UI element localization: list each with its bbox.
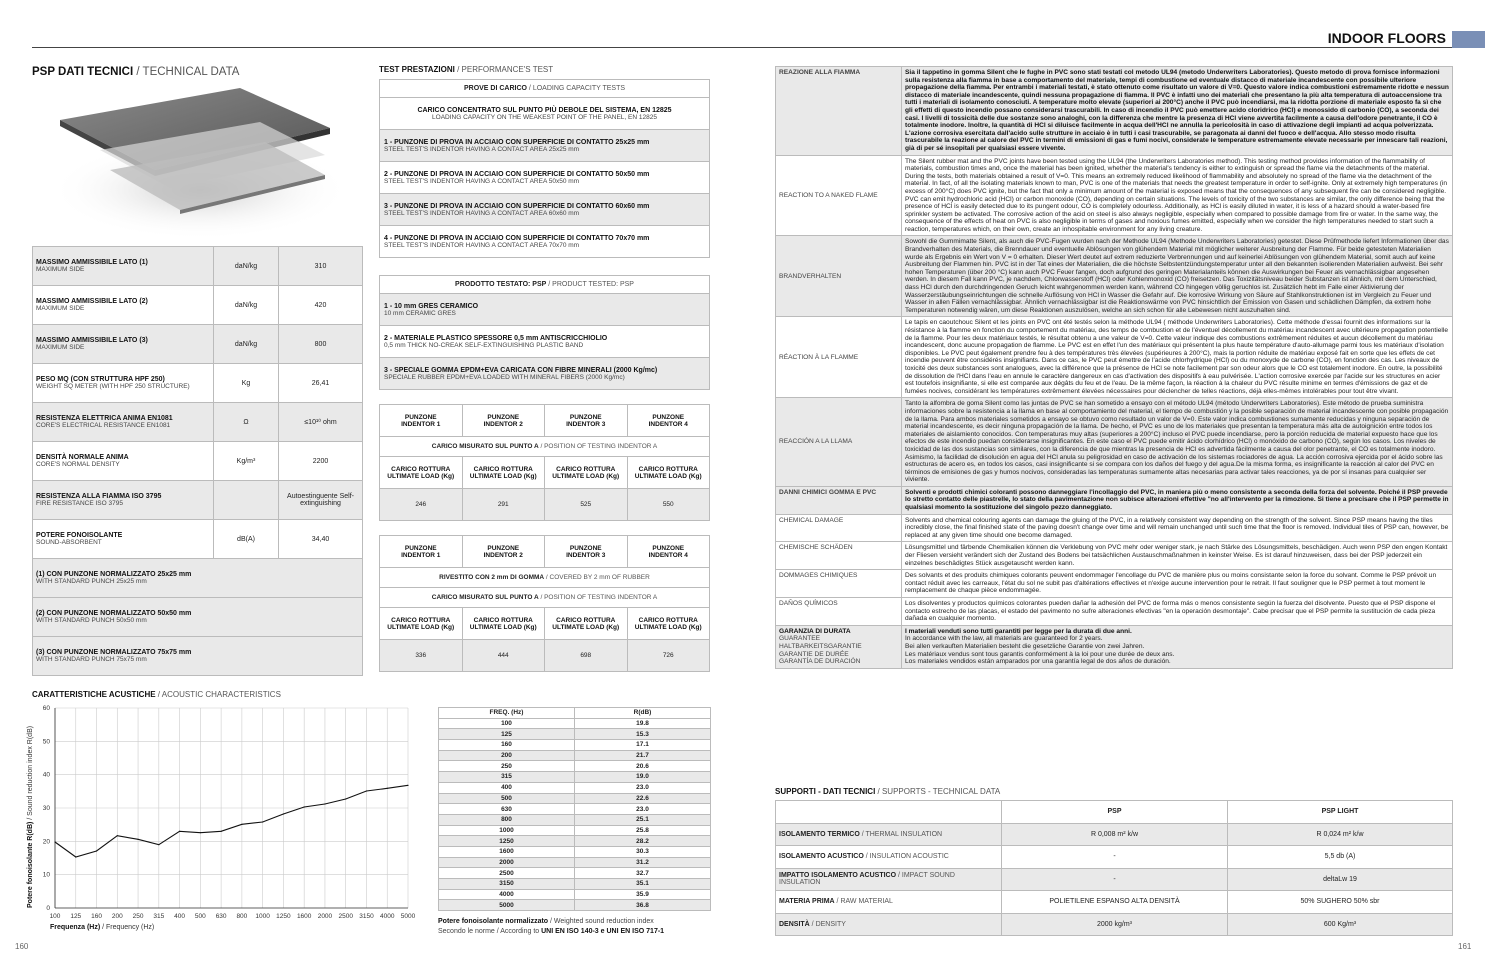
product-layers-image bbox=[40, 80, 340, 240]
indentor-results-table-2: PUNZONE INDENTOR 1 PUNZONE INDENTOR 2 PUNZONE INDENTOR 3 PUNZONE INDENTOR 4 RIVESTITO CON 2 mm DI GOMMA / COVERED BY 2 mm OF RUBBER CARICO MISURATO SUL PUNTO A / POSITION OF TESTING INDENTOR A CARICO ROTTURA ULTIMATE LOAD (Kg) CARICO ROTTURA ULTIMATE LOAD (Kg) CARICO ROTTURA ULTIMATE LOAD (Kg) CARICO ROTTURA ULTIMATE LOAD (Kg) 336 444 698 726 bbox=[379, 535, 710, 672]
x-tick-label: 200 bbox=[111, 913, 123, 920]
data-point bbox=[200, 832, 201, 833]
ultimate-load-value: 525 bbox=[545, 489, 628, 521]
data-point bbox=[366, 790, 367, 791]
data-point bbox=[407, 785, 408, 786]
psp-row: RESISTENZA ALLA FIAMMA ISO 3795 FIRE RESISTANCE ISO 3795 Autoestinguente Self-extinguishing bbox=[33, 481, 363, 520]
frequency-row: 250 20.6 bbox=[439, 761, 711, 772]
y-tick-label: 0 bbox=[46, 905, 50, 912]
ultimate-load-value: 726 bbox=[627, 640, 710, 672]
supports-row: DENSITÀ / DENSITY 2000 kg/m³ 600 Kg/m³ bbox=[776, 913, 1453, 936]
y-tick-label: 40 bbox=[42, 771, 50, 779]
x-tick-label: 100 bbox=[49, 913, 61, 920]
acoustic-caption-2: Secondo le norme / According to UNI EN ISO 140-3 e UNI EN ISO 717-1 bbox=[438, 928, 665, 935]
header-rule bbox=[32, 47, 1452, 48]
psp-row: MASSIMO AMMISSIBILE LATO (2) MAXIMUM SIDE daN/kg 420 bbox=[33, 286, 363, 325]
psp-note-row: (2) CON PUNZONE NORMALIZZATO 50x50 mm WITH STANDARD PUNCH 50x50 mm bbox=[33, 598, 363, 637]
frequency-row: 200 21.7 bbox=[439, 750, 711, 761]
indentor-results-table-1: PUNZONE INDENTOR 1 PUNZONE INDENTOR 2 PUNZONE INDENTOR 3 PUNZONE INDENTOR 4 CARICO MISURATO SUL PUNTO A / POSITION OF TESTING INDENTOR A CARICO ROTTURA ULTIMATE LOAD (Kg) CARICO ROTTURA ULTIMATE LOAD (Kg) CARICO ROTTURA ULTIMATE LOAD (Kg) CARICO ROTTURA ULTIMATE LOAD (Kg) 246 291 525 550 bbox=[379, 404, 710, 521]
data-point bbox=[137, 839, 138, 840]
ultimate-load-value: 698 bbox=[545, 640, 628, 672]
punch-row: 2 - PUNZONE DI PROVA IN ACCIAIO CON SUPERFICIE DI CONTATTO 50x50 mm STEEL TEST'S INDENTOR HAVING A CONTACT AREA 50x50 mm bbox=[380, 162, 710, 194]
x-tick-label: 2500 bbox=[338, 913, 353, 920]
psp-note-row: (1) CON PUNZONE NORMALIZZATO 25x25 mm WITH STANDARD PUNCH 25x25 mm bbox=[33, 559, 363, 598]
x-tick-label: 250 bbox=[132, 913, 144, 920]
punch-row: 3 - PUNZONE DI PROVA IN ACCIAIO CON SUPERFICIE DI CONTATTO 60x60 mm STEEL TEST'S INDENTOR HAVING A CONTACT AREA 60x60 mm bbox=[380, 194, 710, 226]
y-axis-label: Potere fonoisolante R(dB) / Sound reduction index R(dB) bbox=[27, 725, 34, 908]
psp-row: POTERE FONOISOLANTE SOUND-ABSORBENT dB(A) 34,40 bbox=[33, 520, 363, 559]
data-point bbox=[54, 841, 55, 842]
psp-note-row: (3) CON PUNZONE NORMALIZZATO 75x75 mm WITH STANDARD PUNCH 75x75 mm bbox=[33, 637, 363, 676]
ultimate-load-value: 246 bbox=[380, 489, 463, 521]
header-accent-box bbox=[1452, 31, 1485, 48]
frequency-row: 125 15.3 bbox=[439, 729, 711, 740]
load-tests-table: PROVE DI CARICO / LOADING CAPACITY TESTS CARICO CONCENTRATO SUL PUNTO PIÙ DEBOLE DEL SISTEMA, EN 12825 LOADING CAPACITY ON THE WEAKEST POINT OF THE PANEL, EN 12825 1 - PUNZONE DI PROVA IN ACCIAIO CON SUPERFICIE DI CONTATTO 25x25 mm STEEL TEST'S INDENTOR HAVING A CONTACT AREA 25x25 mm 2 - PUNZONE DI PROVA IN ACCIAIO CON SUPERFICIE DI CONTATTO 50x50 mm STEEL TEST'S INDENTOR HAVING A CONTACT AREA 50x50 mm 3 - PUNZONE DI PROVA IN ACCIAIO CON SUPERFICIE DI CONTATTO 60x60 mm STEEL TEST'S INDENTOR HAVING A CONTACT AREA 60x60 mm 4 - PUNZONE DI PROVA IN ACCIAIO CON SUPERFICIE DI CONTATTO 70x70 mm STEEL TEST'S INDENTOR HAVING A CONTACT AREA 70x70 mm bbox=[379, 79, 710, 258]
y-tick-label: 20 bbox=[42, 838, 50, 846]
y-tick-label: 10 bbox=[42, 871, 50, 879]
frequency-row: 315 19.0 bbox=[439, 772, 711, 783]
tests-title: TEST PRESTAZIONI / PERFORMANCE'S TEST bbox=[379, 65, 554, 74]
product-row: 3 - SPECIALE GOMMA EPDM+EVA CARICATA CON FIBRE MINERALI (2000 Kg/mc) SPECIALE RUBBER EPDM+EVA LOADED WITH MINERAL FIBERS (2000 Kg/mc) bbox=[380, 358, 710, 390]
x-tick-label: 1250 bbox=[276, 913, 291, 920]
x-tick-label: 630 bbox=[215, 913, 227, 920]
frequency-row: 1250 28.2 bbox=[439, 836, 711, 847]
data-point bbox=[158, 844, 159, 845]
frequency-row: 500 22.6 bbox=[439, 793, 711, 804]
acoustic-line-chart bbox=[10, 698, 420, 940]
ultimate-load-value: 291 bbox=[462, 489, 545, 521]
x-tick-label: 125 bbox=[70, 913, 82, 920]
x-tick-label: 2000 bbox=[317, 913, 333, 920]
x-tick-label: 1000 bbox=[255, 913, 270, 920]
y-tick-label: 60 bbox=[42, 705, 50, 712]
y-tick-label: 30 bbox=[42, 805, 50, 812]
frequency-row: 100 19.8 bbox=[439, 718, 711, 729]
frequency-row: 400 23.0 bbox=[439, 782, 711, 793]
page-number-right: 161 bbox=[1458, 942, 1472, 951]
data-point bbox=[179, 831, 180, 832]
psp-row: PESO MQ (CON STRUTTURA HPF 250) WEIGHT SQ METER (WITH HPF 250 STRUCTURE) Kg 26,41 bbox=[33, 364, 363, 403]
product-tested-table: PRODOTTO TESTATO: PSP / PRODUCT TESTED: PSP 1 - 10 mm GRES CERAMICO 10 mm CERAMIC GRES 2 - MATERIALE PLASTICO SPESSORE 0,5 mm ANTISCRICCHIOLIO 0,5 mm THICK NO-CREAK SELF-EXTINGUISHING PLASTIC BAND 3 - SPECIALE GOMMA EPDM+EVA CARICATA CON FIBRE MINERALI (2000 Kg/mc) SPECIALE RUBBER EPDM+EVA LOADED WITH MINERAL FIBERS (2000 Kg/mc) bbox=[379, 275, 710, 390]
psp-row: MASSIMO AMMISSIBILE LATO (3) MAXIMUM SIDE daN/kg 800 bbox=[33, 325, 363, 364]
punch-row: 1 - PUNZONE DI PROVA IN ACCIAIO CON SUPERFICIE DI CONTATTO 25x25 mm STEEL TEST'S INDENTOR HAVING A CONTACT AREA 25x25 mm bbox=[380, 130, 710, 162]
page-header-title: INDOOR FLOORS bbox=[1327, 30, 1446, 46]
x-tick-label: 800 bbox=[236, 913, 248, 920]
data-point bbox=[283, 813, 284, 814]
supports-row: ISOLAMENTO ACUSTICO / INSULATION ACOUSTIC - 5,5 db (A) bbox=[776, 846, 1453, 869]
frequency-table: FREQ. (Hz) R(dB) 100 19.8 125 15.3 160 17.1 200 21.7 250 20.6 315 19.0 400 23.0 500 22.6 630 23.0 800 25.1 1000 25.8 1250 28.2 1600 30.3 2000 31.2 2500 32.7 3150 35.1 4000 35.9 5000 36.8 bbox=[438, 707, 711, 911]
reaction-damage-warranty-table: REAZIONE ALLA FIAMMA Sia il tappetino in gomma Silent che le fughe in PVC sono stati testati col metodo UL94 (metodo Underwriters Laboratories). Questo metodo di prova fornisce informazioni sulla resistenza alla fiamma in base a comportamento del materiale, tempi di combustione ed eventuale distacco di materiale incandescente con possibile ulteriore propagazione della fiamma. Per entrambi i materiali testati, è stato ottenuto come risultato un valore di V=0. Questo valore indica combustioni estremamente ridotte e nessun distacco di materiale incandescente, quindi nessuna propagazione di fiamma. Il PVC è infatti uno dei materiali che presentano la più alta temperatura di autoaccensione tra tutti i materiali di isolamento conosciuti. A temperature molto elevate (superiori ai 200°C) anche il PVC può incendiarsi, ma la ridotta porzione di materiale esposto fa sì che gli effetti di questo incendio possano considerarsi trascurabili. In caso di incendio il PVC può emettere acido cloridrico (HCl) e monossido di carbonio (CO), a seconda dei casi. I livelli di tossicità delle due sostanze sono analoghi, con la differenza che mentre la presenza di HCl viene avvertita facilmente a causa dell'odore penetrante, il CO è totalmente inodore. Inoltre, la quantità di HCl si diluisce facilmente in acqua dell'HCl ne annulla la pericolosità in caso di attivazione degli impianti ad acqua polverizzata. L'azione corrosiva esercitata dall'acido sulle strutture in acciaio è in tutti i casi trascurabile, se paragonata ai danni del fuoco e dell'acqua. Allo stesso modo risulta trascurabile la reazione al calore del PVC in termini di emissioni di gas e fumi nocivi, considerate le temperature estremamente elevate necessarie per innescare tali reazioni, già di per sé insopitali per qualsiasi essere vivente. REACTION TO A NAKED FLAME The Silent rubber mat and the PVC joints have been tested using the UL94 (the Underwriters Laboratories method). This testing method provides information of the flammability of materials, combustion times and, once the material has been ignited, whether the material's tendency is either to extinguish or spread the flame via the detachments of the material. During the tests, both materials obtained a result of V=0. This means an extremely reduced likelihood of flammability and absolutely no spread of the flame via the detachment of the material. In fact, of all the isolating materials known to man, PVC is one of the materials that needs the greatest temperature in order to self-ignite. Only at extremely high temperatures (in excess of 200°C) does PVC ignite, but the fact that only a minimum amount of the material is exposed means that the consequences of any subsequent fire can be considered negligible. PVC can emit hydrochloric acid (HCl) or carbon monoxide (CO), depending on certain situations. The levels of toxicity of the two substances are similar, the only difference being that the presence of HCl is easily detected due to its pungent odour, CO is completely odourless. Additionally, as HCl is easily diluted in water, it is less of a hazard should a water-based fire sprinkler system be activated. The corrosive action of the acid on steel is also always negligible, especially when compared to possible damage from fire or water. In the same way, the consequence of the effects of heat on PVC is also negligible in terms of gases and noxious fumes emitted, especially when we consider the high temperatures needed to start such a reaction, temperatures which, on their own, create an inhospitable environment for any living creature. BRANDVERHALTEN Sowohl die Gummimatte Silent, als auch die PVC-Fugen wurden nach der Methode UL94 (Methode Underwriters Laboratories) getestet. Diese Prüfmethode liefert Informationen über das Brandverhalten des Materials, die Brenndauer und eventuelle Ablösungen von glühendem Material mit möglicher weiterer Ausbreitung der Flamme. Für beide getesteten Materialien wurde als Ergebnis ein Wert von V = 0 erhalten. Dieser Wert deutet auf extrem reduzierte Verbrennungen und auf keinerlei Ablösungen von glühendem Material, somit auch auf keine Ausbreitung der Flammen hin. PVC ist in der Tat eines der Materialien, die die höchste Selbstentzündungstemperatur unter all den bekannten isolierenden Materialien aufweist. Bei sehr hohen Temperaturen (über 200 °C) kann auch PVC Feuer fangen, doch aufgrund des geringen Materialanteils können die Auswirkungen bei Feuer als vernachlässigbar angesehen werden. In diesem Fall kann PVC, je nachdem, Chlorwasserstoff (HCl) oder Kohlenmonoxid (CO) freisetzen. Das Toxizitätsniveau beider Substanzen ist ähnlich, mit dem Unterschied, dass HCl durch den durchdringenden Geruch leicht wahrgenommen werden kann, während CO hingegen völlig geruchlos ist. Zusätzlich hebt im Falle einer Aktivierung der Wasserzerstäubungseinrichtungen die schnelle Auflösung von HCl in Wasser die Gefahr auf. Die korrosive Wirkung von Säure auf Stahlkonstruktionen ist im Vergleich zu Feuer und Wasser in allen Fällen vernachlässigbar. Ähnlich vernachlässigbar ist die Reaktionswärme von PVC hinsichtlich der Emission von Gasen und schädlichen Dämpfen, da extrem hohe Temperaturen notwendig wären, um diese Reaktionen auszulösen, welche an sich schon für alle Lebewesen nicht auszuhalten sind. RÉACTION À LA FLAMME Le tapis en caoutchouc Silent et les joints en PVC ont été testés selon la méthode UL94 ( méthode Underwriters Laboratories). Cette méthode d'essai fournit des informations sur la résistance à la flamme en fonction du comportement du matériau, des temps de combustion et de l'éventuel décollement du matériau incandescent avec ultérieure propagation potentielle de la flamme. Pour les deux matériaux testés, le résultat obtenu a une valeur de V=0. Cette valeur indique des combustions extrêmement réduites et aucun décollement du matériau incandescent, donc aucune propagation de flamme. Le PVC est en effet l'un des matériaux qui présentent la plus haute température d'auto-allumage parmi tous les matériaux d'isolation disponibles. Le PVC peut également prendre feu à des températures très élevées (supérieures à 200°C), mais la portion réduite de matériau exposé fait en sorte que les effets de cet incendie peuvent être considérés insignifiants. Dans ce cas, le PVC peut émettre de l'acide chlorhydrique (HCl) ou du monoxyde de carbone (CO), en fonction des cas. Les niveaux de toxicité des deux substances sont analogues, avec la différence que la présence de HCl se note facilement par son odeur alors que le CO est totalement inodore. En outre, la possibilité de dissolution de l'HCl dans l'eau en annule le caractère dangereux en cas d'activation des dispositifs à eau pulvérisée. L'action corrosive exercée par l'acide sur les structures en acier est toutefois insignifiante, si elle est comparée aux dégâts du feu et de l'eau. De la même façon, la réaction à la chaleur du PVC résulte minime en termes d'émissions de gaz et de fumées nocives, considérant les températures extrêmement élevées nécessaires pour déclencher de telles réactions, déjà elles-mêmes intolérables pour tout être vivant. REACCIÓN A LA LLAMA Tanto la alfombra de goma Silent como las juntas de PVC se han sometido a ensayo con el método UL94 (método Underwriters Laboratories). Este método de prueba suministra informaciones sobre la resistencia a la llama en base al comportamiento del material, el tiempo de combustión y la posible separación de material incandescente con posible propagación de la llama. Para ambos materiales sometidos a ensayo se obtuvo como resultado un valor de V=0. Este valor indica combustiones sumamente reducidas y ninguna separación de material incandescente, es decir ninguna propagación de la llama. De hecho, el PVC es uno de los materiales que presentan la temperatura más alta de autoignición entre todos los materiales de aislamiento conocidos. Con temperaturas muy altas (superiores a 200°C) incluso el PVC puede incendiarse, pero la porción reducida de material expuesto hace que los efectos de este incendio puedan considerarse insignificantes. En este caso el PVC puede emitir ácido clorhídrico (HCl) o monóxido de carbono (CO), según los casos. Los niveles de toxicidad de las dos sustancias son similares, con la diferencia de que mientras la presencia de HCl es advertida fácilmente a causa del olor penetrante, el CO es totalmente inodoro. Asimismo, la facilidad de disolución en agua del HCl anula su peligrosidad en caso de activación de los sistemas rociadores de agua. La acción corrosiva ejercida por el ácido sobre las estructuras de acero es, en todos los casos, casi insignificante si se compara con los daños del fuego y del agua.De la misma forma, es insignificante la reacción al calor del PVC en términos de emisiones de gas y humos nocivos, consideradas las temperaturas sumamente altas necesarias para activar tales reacciones, ya de por sí insanas para cualquier ser viviente. DANNI CHIMICI GOMMA E PVC Solventi e prodotti chimici coloranti possono danneggiare l'incollaggio del PVC, in maniera più o meno consistente a seconda della forza del solvente. Poiché il PSP prevede lo stretto contatto delle piastrelle, lo stato della pavimentazione non subisce alterazioni effettive "no all'intervento per la rimozione. Si tiene a precisare che il PSP permette in qualsiasi momento la sostituzione del singolo pezzo danneggiato. CHEMICAL DAMAGE Solvents and chemical colouring agents can damage the gluing of the PVC, in a relatively consistent way depending on the strength of the solvent. Since PSP means having the tiles incredibly close, the final finished state of the paving doesn't change over time and will remain unchanged until such time that the floor is removed. Individual tiles of PSP can, however, be replaced at any given time should one become damaged. CHEMISCHE SCHÄDEN Lösungsmittel und färbende Chemikalien können die Verklebung von PVC mehr oder weniger stark, je nach Stärke des Lösungsmittels, beschädigen. Auch wenn PSP den engen Kontakt der Fliesen versieht verändert sich der Zustand des Bodens bei tatsächlichen Austauschmaßnahmen in keinster Weise. Es ist darauf hinzuweisen, dass bei der PSP jederzeit ein einzelnes beschädigtes Stück ausgetauscht werden kann. DOMMAGES CHIMIQUES Des solvants et des produits chimiques colorants peuvent endommager l'encollage du PVC de manière plus ou moins consistante selon la force du solvant. Comme le PSP prévoit un contact réduit avec les carreaux, l'état du sol ne subit pas d'altérations effectives et n'exige aucune intervention pour le retrait. Il faut souligner que le PSP permet à tout moment le remplacement de chaque pièce endommagée. DAÑOS QUÍMICOS Los disolventes y productos químicos colorantes pueden dañar la adhesión del PVC de forma más o menos consistente según la fuerza del disolvente. Puesto que el PSP dispone el contacto estrecho de las placas, el estado del pavimento no sufre alteraciones efectivas "en la operación desmontaje". Cabe precisar que el PSP permite la sustitución de cada pieza dañada en cualquier momento. GARANZIA DI DURATA GUARANTEE HALTBARKEITSGARANTIE GARANTIE DE DURÉE GARANTÍA DE DURACIÓN I materiali venduti sono tutti garantiti per legge per la durata di due anni. In accordance with the law, all materials are guaranteed for 2 years. Bei allen verkauften Materialien besteht die gesetzliche Garantie von zwei Jahren. Les matériaux vendus sont tous garantis conformément à la loi pour une durée de deux ans. Los materiales vendidos están amparados por una garantía legal de dos años de duración. bbox=[775, 66, 1453, 669]
psp-title: PSP DATI TECNICI / TECHNICAL DATA bbox=[32, 66, 240, 78]
x-tick-label: 400 bbox=[174, 913, 186, 920]
frequency-row: 2000 31.2 bbox=[439, 857, 711, 868]
data-point bbox=[96, 850, 97, 851]
frequency-row: 3150 35.1 bbox=[439, 879, 711, 890]
psp-row: DENSITÀ NORMALE ANIMA CORE'S NORMAL DENSITY Kg/m³ 2200 bbox=[33, 442, 363, 481]
data-point bbox=[241, 824, 242, 825]
frequency-row: 2500 32.7 bbox=[439, 868, 711, 879]
data-point bbox=[387, 788, 388, 789]
psp-row: RESISTENZA ELETTRICA ANIMA EN1081 CORE'S ELECTRICAL RESISTANCE EN1081 Ω ≤10¹⁰ ohm bbox=[33, 403, 363, 442]
data-point bbox=[324, 803, 325, 804]
x-tick-label: 315 bbox=[153, 913, 165, 920]
data-point bbox=[262, 821, 263, 822]
supports-title: SUPPORTI - DATI TECNICI / SUPPORTS - TECHNICAL DATA bbox=[775, 787, 1001, 796]
data-point bbox=[117, 835, 118, 836]
x-tick-label: 4000 bbox=[380, 913, 395, 920]
acoustic-caption-1: Potere fonoisolante normalizzato / Weighted sound reduction index bbox=[438, 918, 654, 925]
frequency-row: 1000 25.8 bbox=[439, 825, 711, 836]
x-tick-label: 5000 bbox=[400, 913, 416, 920]
frequency-row: 160 17.1 bbox=[439, 740, 711, 751]
frequency-row: 1600 30.3 bbox=[439, 846, 711, 857]
supports-row: ISOLAMENTO TERMICO / THERMAL INSULATION R 0,008 m² k/w R 0,024 m² k/w bbox=[776, 823, 1453, 846]
data-point bbox=[75, 856, 76, 857]
x-tick-label: 500 bbox=[194, 913, 206, 920]
acoustic-title: CARATTERISTICHE ACUSTICHE / ACOUSTIC CHARACTERISTICS bbox=[32, 690, 281, 699]
y-tick-label: 50 bbox=[42, 738, 50, 746]
ultimate-load-value: 444 bbox=[462, 640, 545, 672]
frequency-row: 800 25.1 bbox=[439, 814, 711, 825]
x-tick-label: 3150 bbox=[359, 913, 374, 920]
data-point bbox=[221, 831, 222, 832]
supports-row: IMPATTO ISOLAMENTO ACUSTICO / IMPACT SOUND INSULATION - deltaLw 19 bbox=[776, 868, 1453, 891]
product-row: 2 - MATERIALE PLASTICO SPESSORE 0,5 mm ANTISCRICCHIOLIO 0,5 mm THICK NO-CREAK SELF-EXTINGUISHING PLASTIC BAND bbox=[380, 326, 710, 358]
frequency-row: 5000 36.8 bbox=[439, 900, 711, 911]
supports-row: MATERIA PRIMA / RAW MATERIAL POLIETILENE ESPANSO ALTA DENSITÀ 50% SUGHERO 50% sbr bbox=[776, 891, 1453, 914]
psp-technical-table bbox=[32, 246, 363, 676]
psp-row: MASSIMO AMMISSIBILE LATO (1) MAXIMUM SIDE daN/kg 310 bbox=[33, 247, 363, 286]
supports-table: PSP PSP LIGHT ISOLAMENTO TERMICO / THERMAL INSULATION R 0,008 m² k/w R 0,024 m² k/w ISOLAMENTO ACUSTICO / INSULATION ACOUSTIC - 5,5 db (A) IMPATTO ISOLAMENTO ACUSTICO / IMPACT SOUND INSULATION - deltaLw 19 MATERIA PRIMA / RAW MATERIAL POLIETILENE ESPANSO ALTA DENSITÀ 50% SUGHERO 50% sbr DENSITÀ / DENSITY 2000 kg/m³ 600 Kg/m³ bbox=[775, 800, 1453, 936]
punch-row: 4 - PUNZONE DI PROVA IN ACCIAIO CON SUPERFICIE DI CONTATTO 70x70 mm STEEL TEST'S INDENTOR HAVING A CONTACT AREA 70x70 mm bbox=[380, 226, 710, 258]
ultimate-load-value: 550 bbox=[627, 489, 710, 521]
data-point bbox=[304, 806, 305, 807]
x-axis-label: Frequenza (Hz) / Frequency (Hz) bbox=[50, 924, 155, 931]
product-row: 1 - 10 mm GRES CERAMICO 10 mm CERAMIC GRES bbox=[380, 294, 710, 326]
frequency-row: 630 23.0 bbox=[439, 804, 711, 815]
ultimate-load-value: 336 bbox=[380, 640, 463, 672]
frequency-row: 4000 35.9 bbox=[439, 889, 711, 900]
data-point bbox=[345, 798, 346, 799]
series-line bbox=[55, 785, 408, 857]
x-tick-label: 160 bbox=[91, 913, 102, 920]
page-number-left: 160 bbox=[15, 942, 29, 951]
x-tick-label: 1600 bbox=[296, 913, 312, 920]
